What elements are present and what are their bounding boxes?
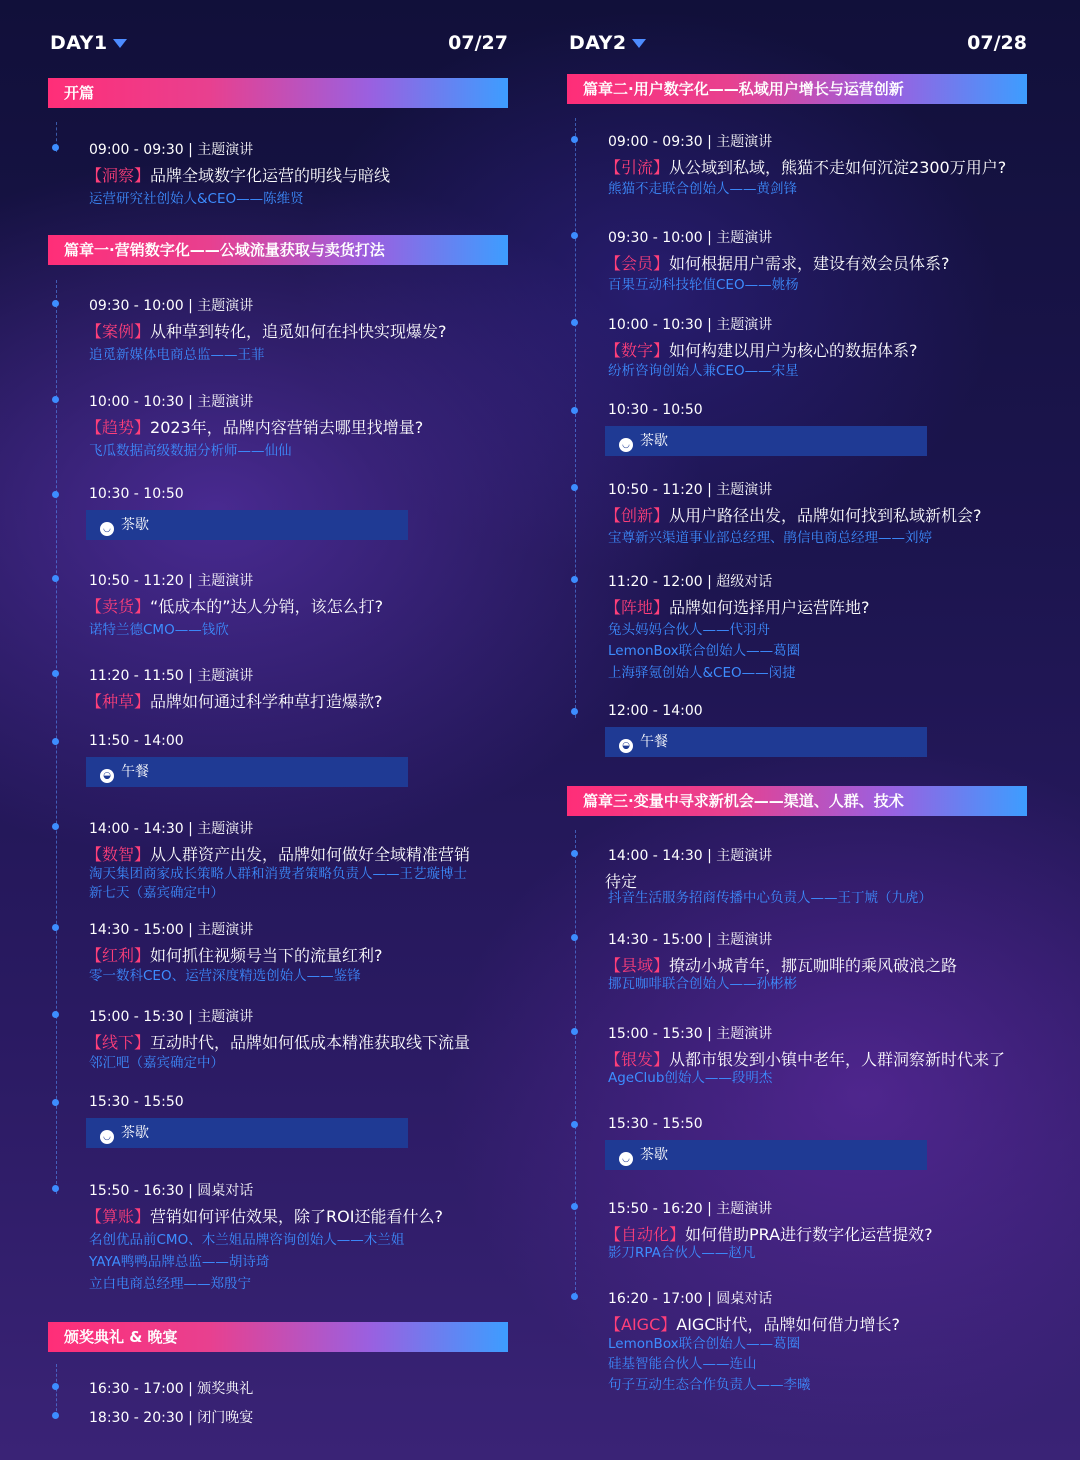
session-title: 【银发】从都市银发到小镇中老年，人群洞察新时代来了 bbox=[605, 1050, 1006, 1069]
session-speaker: AgeClub创始人——段明杰 bbox=[608, 1070, 773, 1086]
session-speaker: 兔头妈妈合伙人——代羽舟 bbox=[608, 622, 770, 638]
timeline-dot-icon bbox=[52, 575, 59, 582]
timeline-dot-icon bbox=[571, 576, 578, 583]
session-title: 【引流】从公域到私域，熊猫不走如何沉淀2300万用户? bbox=[605, 158, 1007, 177]
session-tag: 【自动化】 bbox=[605, 1225, 686, 1244]
session-time: 14:00 - 14:30 | 主题演讲 bbox=[608, 848, 773, 864]
session-time: 15:50 - 16:30 | 圆桌对话 bbox=[89, 1183, 254, 1199]
session-speaker: 硅基智能合伙人——连山 bbox=[608, 1356, 757, 1372]
session-time: 14:30 - 15:00 | 主题演讲 bbox=[89, 922, 254, 938]
break-time: 15:30 - 15:50 bbox=[608, 1116, 703, 1132]
session-time: 18:30 - 20:30 | 闭门晚宴 bbox=[89, 1410, 254, 1426]
session-speaker: 挪瓦咖啡联合创始人——孙彬彬 bbox=[608, 976, 797, 992]
session-time: 10:00 - 10:30 | 主题演讲 bbox=[89, 394, 254, 410]
session-time: 15:00 - 15:30 | 主题演讲 bbox=[89, 1009, 254, 1025]
session-speaker: 追觅新媒体电商总监——王菲 bbox=[89, 347, 265, 363]
session-time: 09:00 - 09:30 | 主题演讲 bbox=[89, 142, 254, 158]
break-label: 茶歇 bbox=[121, 517, 149, 533]
session-time: 10:00 - 10:30 | 主题演讲 bbox=[608, 317, 773, 333]
session-title: 【算账】营销如何评估效果，除了ROI还能看什么? bbox=[86, 1207, 443, 1226]
timeline-dot-icon bbox=[571, 934, 578, 941]
session-speaker: LemonBox联合创始人——葛圈 bbox=[608, 643, 801, 659]
break-bar bbox=[605, 727, 927, 757]
session-time: 10:50 - 11:20 | 主题演讲 bbox=[608, 482, 773, 498]
session-speaker: 句子互动生态合作负责人——李曦 bbox=[608, 1377, 811, 1393]
session-title: 【县域】撩动小城青年，挪瓦咖啡的乘风破浪之路 bbox=[605, 956, 958, 975]
session-title: 【创新】从用户路径出发，品牌如何找到私域新机会? bbox=[605, 506, 982, 525]
session-tag: 【算账】 bbox=[86, 1207, 151, 1226]
timeline-dot-icon bbox=[52, 738, 59, 745]
session-tag: 【洞察】 bbox=[86, 166, 151, 185]
session-title: 【红利】如何抓住视频号当下的流量红利? bbox=[86, 946, 383, 965]
session-tag: 【创新】 bbox=[605, 506, 670, 525]
timeline-dot-icon bbox=[52, 1412, 59, 1419]
session-title: 【种草】品牌如何通过科学种草打造爆款? bbox=[86, 692, 383, 711]
session-title: 【自动化】如何借助PRA进行数字化运营提效? bbox=[605, 1225, 933, 1244]
section-chapter2: 篇章二·用户数字化——私域用户增长与运营创新 bbox=[567, 74, 1027, 104]
timeline-dot-icon bbox=[52, 670, 59, 677]
day1-date: 07/27 bbox=[448, 32, 508, 54]
section-closing: 颁奖典礼 & 晚宴 bbox=[48, 1322, 508, 1352]
session-tag: 【卖货】 bbox=[86, 597, 151, 616]
timeline-dot-icon bbox=[52, 823, 59, 830]
session-tag: 【引流】 bbox=[605, 158, 670, 177]
coffee-cup-icon: ◡ bbox=[619, 1152, 633, 1166]
timeline-dot-icon bbox=[571, 407, 578, 414]
session-time: 16:20 - 17:00 | 圆桌对话 bbox=[608, 1291, 773, 1307]
session-title: 待定 bbox=[605, 872, 638, 891]
break-label: 茶歇 bbox=[640, 1147, 668, 1163]
day2-label: DAY2 bbox=[569, 32, 627, 54]
section-chapter3: 篇章三·变量中寻求新机会——渠道、人群、技术 bbox=[567, 786, 1027, 816]
session-speaker: 影刀RPA合伙人——赵凡 bbox=[608, 1245, 756, 1261]
break-bar bbox=[86, 1118, 408, 1148]
session-speaker: 淘天集团商家成长策略人群和消费者策略负责人——王艺璇博士 bbox=[89, 866, 467, 882]
session-tag: 【阵地】 bbox=[605, 598, 670, 617]
break-time: 15:30 - 15:50 bbox=[89, 1094, 184, 1110]
session-title: 【会员】如何根据用户需求，建设有效会员体系? bbox=[605, 254, 950, 273]
day1-label: DAY1 bbox=[50, 32, 108, 54]
timeline-dot-icon bbox=[571, 1028, 578, 1035]
timeline-dot-icon bbox=[52, 1383, 59, 1390]
coffee-cup-icon: ◡ bbox=[100, 522, 114, 536]
session-speaker: 新七天（嘉宾确定中） bbox=[89, 885, 224, 901]
session-time: 15:50 - 16:20 | 主题演讲 bbox=[608, 1201, 773, 1217]
day1-header[interactable] bbox=[48, 32, 508, 56]
session-tag: 【会员】 bbox=[605, 254, 670, 273]
session-speaker: YAYA鸭鸭品牌总监——胡诗琦 bbox=[89, 1254, 270, 1270]
meal-icon: ◒ bbox=[619, 739, 633, 753]
timeline-dot-icon bbox=[571, 136, 578, 143]
session-tag: 【种草】 bbox=[86, 692, 151, 711]
break-bar bbox=[86, 510, 408, 540]
session-title: 【趋势】2023年，品牌内容营销去哪里找增量? bbox=[86, 418, 424, 437]
session-tag: 【数字】 bbox=[605, 341, 670, 360]
session-speaker: 立白电商总经理——郑殷宁 bbox=[89, 1276, 251, 1292]
timeline-dot-icon bbox=[571, 1293, 578, 1300]
timeline-dot-icon bbox=[571, 1121, 578, 1128]
break-bar bbox=[605, 1140, 927, 1170]
timeline-dot-icon bbox=[571, 708, 578, 715]
session-speaker: 零一数科CEO、运营深度精选创始人——鉴锋 bbox=[89, 968, 361, 984]
day2-date: 07/28 bbox=[967, 32, 1027, 54]
timeline-dot-icon bbox=[571, 232, 578, 239]
chevron-down-icon[interactable] bbox=[632, 39, 646, 48]
session-tag: 【AIGC】 bbox=[605, 1315, 677, 1334]
session-tag: 【数智】 bbox=[86, 845, 151, 864]
session-tag: 【趋势】 bbox=[86, 418, 151, 437]
timeline-dot-icon bbox=[52, 491, 59, 498]
day2-header[interactable] bbox=[567, 32, 1027, 56]
session-title: 【线下】互动时代，品牌如何低成本精准获取线下流量 bbox=[86, 1033, 471, 1052]
session-speaker: 熊猫不走联合创始人——黄剑锋 bbox=[608, 181, 797, 197]
session-time: 16:30 - 17:00 | 颁奖典礼 bbox=[89, 1381, 254, 1397]
break-time: 11:50 - 14:00 bbox=[89, 733, 184, 749]
break-label: 午餐 bbox=[121, 764, 149, 780]
section-chapter1: 篇章一·营销数字化——公域流量获取与卖货打法 bbox=[48, 235, 508, 265]
timeline-dot-icon bbox=[52, 1099, 59, 1106]
break-label: 午餐 bbox=[640, 734, 668, 750]
timeline-dot-icon bbox=[52, 924, 59, 931]
session-time: 10:50 - 11:20 | 主题演讲 bbox=[89, 573, 254, 589]
session-tag: 【红利】 bbox=[86, 946, 151, 965]
break-time: 12:00 - 14:00 bbox=[608, 703, 703, 719]
chevron-down-icon[interactable] bbox=[113, 39, 127, 48]
session-speaker: 飞瓜数据高级数据分析师——仙仙 bbox=[89, 443, 292, 459]
session-speaker: LemonBox联合创始人——葛圈 bbox=[608, 1336, 801, 1352]
session-tag: 【案例】 bbox=[86, 322, 151, 341]
session-speaker: 纷析咨询创始人兼CEO——宋星 bbox=[608, 363, 799, 379]
session-title: 【卖货】“低成本的”达人分销，该怎么打? bbox=[86, 597, 384, 616]
timeline-dot-icon bbox=[571, 1203, 578, 1210]
session-speaker: 宝尊新兴渠道事业部总经理、鹃信电商总经理——刘婷 bbox=[608, 530, 932, 546]
session-title: 【洞察】品牌全域数字化运营的明线与暗线 bbox=[86, 166, 391, 185]
session-time: 14:00 - 14:30 | 主题演讲 bbox=[89, 821, 254, 837]
coffee-cup-icon: ◡ bbox=[100, 1130, 114, 1144]
session-time: 15:00 - 15:30 | 主题演讲 bbox=[608, 1026, 773, 1042]
session-time: 11:20 - 12:00 | 超级对话 bbox=[608, 574, 773, 590]
timeline-line bbox=[56, 1364, 57, 1416]
session-speaker: 百果互动科技轮值CEO——姚杨 bbox=[608, 277, 799, 293]
session-speaker: 邻汇吧（嘉宾确定中） bbox=[89, 1055, 224, 1071]
coffee-cup-icon: ◡ bbox=[619, 438, 633, 452]
timeline-dot-icon bbox=[52, 1011, 59, 1018]
session-time: 09:00 - 09:30 | 主题演讲 bbox=[608, 134, 773, 150]
session-tag: 【线下】 bbox=[86, 1033, 151, 1052]
session-speaker: 运营研究社创始人&CEO——陈维贤 bbox=[89, 191, 304, 207]
session-time: 09:30 - 10:00 | 主题演讲 bbox=[608, 230, 773, 246]
session-title: 【AIGC】AIGC时代，品牌如何借力增长? bbox=[605, 1315, 900, 1334]
session-title: 【数智】从人群资产出发，品牌如何做好全域精准营销 bbox=[86, 845, 471, 864]
timeline-dot-icon bbox=[571, 484, 578, 491]
timeline-line bbox=[56, 280, 57, 1194]
session-time: 09:30 - 10:00 | 主题演讲 bbox=[89, 298, 254, 314]
session-title: 【阵地】品牌如何选择用户运营阵地? bbox=[605, 598, 870, 617]
timeline-dot-icon bbox=[52, 300, 59, 307]
session-title: 【案例】从种草到转化，追觅如何在抖快实现爆发? bbox=[86, 322, 447, 341]
session-speaker: 诺特兰德CMO——钱欣 bbox=[89, 622, 229, 638]
session-tag: 【银发】 bbox=[605, 1050, 670, 1069]
break-label: 茶歇 bbox=[640, 433, 668, 449]
timeline-line bbox=[575, 830, 576, 1300]
break-time: 10:30 - 10:50 bbox=[89, 486, 184, 502]
session-time: 14:30 - 15:00 | 主题演讲 bbox=[608, 932, 773, 948]
timeline-dot-icon bbox=[52, 396, 59, 403]
session-time: 11:20 - 11:50 | 主题演讲 bbox=[89, 668, 254, 684]
timeline-dot-icon bbox=[52, 144, 59, 151]
session-speaker: 上海驿氪创始人&CEO——闵捷 bbox=[608, 665, 796, 681]
session-speaker: 抖音生活服务招商传播中心负责人——王丁虓（九虎） bbox=[608, 890, 932, 906]
break-label: 茶歇 bbox=[121, 1125, 149, 1141]
session-tag: 【县域】 bbox=[605, 956, 670, 975]
timeline-dot-icon bbox=[52, 1185, 59, 1192]
break-bar bbox=[605, 426, 927, 456]
meal-icon: ◒ bbox=[100, 769, 114, 783]
timeline-line bbox=[575, 118, 576, 718]
timeline-dot-icon bbox=[571, 850, 578, 857]
session-title: 【数字】如何构建以用户为核心的数据体系? bbox=[605, 341, 918, 360]
break-time: 10:30 - 10:50 bbox=[608, 402, 703, 418]
timeline-dot-icon bbox=[571, 319, 578, 326]
break-bar bbox=[86, 757, 408, 787]
section-opening: 开篇 bbox=[48, 78, 508, 108]
session-speaker: 名创优品前CMO、木兰姐品牌咨询创始人——木兰姐 bbox=[89, 1232, 405, 1248]
